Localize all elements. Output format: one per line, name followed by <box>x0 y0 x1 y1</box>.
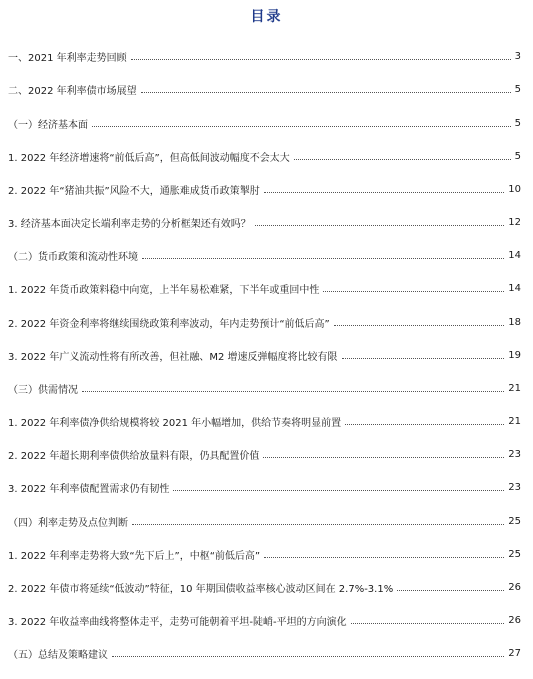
toc-leader-dots <box>397 589 504 591</box>
toc-page-number: 23 <box>508 448 521 460</box>
toc-page-number: 23 <box>508 481 521 493</box>
toc-entry-text: 2. 2022 年“猪油共振”风险不大，通胀难成货币政策掣肘 <box>8 185 260 197</box>
toc-entry-18[interactable] <box>8 611 521 629</box>
toc-entry-19[interactable] <box>8 644 521 662</box>
toc-leader-dots <box>173 489 504 491</box>
toc-leader-dots <box>141 91 511 93</box>
toc-entry-text: 1. 2022 年货币政策料稳中向宽，上半年易松难紧，下半年或重回中性 <box>8 284 320 296</box>
toc-entry-2[interactable] <box>8 80 521 98</box>
toc-entry-6[interactable] <box>8 213 521 231</box>
toc-entry-1[interactable] <box>8 47 521 65</box>
toc-leader-dots <box>294 158 511 160</box>
toc-page-number: 21 <box>508 382 521 394</box>
toc-entry-text: 3. 2022 年收益率曲线将整体走平，走势可能朝着平坦-陡峭-平坦的方向演化 <box>8 616 347 628</box>
toc-entry-text: 3. 2022 年广义流动性将有所改善，但社融、M2 增速反弹幅度将比较有限 <box>8 351 338 363</box>
toc-page-number: 5 <box>514 150 521 162</box>
toc-page-number: 26 <box>508 614 521 626</box>
toc-entry-7[interactable] <box>8 246 521 264</box>
toc-page-number: 26 <box>508 581 521 593</box>
toc-entry-text: 1. 2022 年利率债净供给规模将较 2021 年小幅增加，供给节奏将明显前置 <box>8 417 342 429</box>
toc-entry-17[interactable] <box>8 578 521 596</box>
toc-leader-dots <box>351 622 505 624</box>
toc-leader-dots <box>92 125 511 127</box>
toc-leader-dots <box>255 224 505 226</box>
toc-page-number: 14 <box>508 282 521 294</box>
toc-entry-14[interactable] <box>8 478 521 496</box>
toc-entry-text: 3. 2022 年利率债配置需求仍有韧性 <box>8 483 170 495</box>
toc-page-number: 3 <box>514 50 521 62</box>
toc-leader-dots <box>323 290 504 292</box>
toc-page-number: 12 <box>508 216 521 228</box>
toc-page-number: 18 <box>508 316 521 328</box>
toc-leader-dots <box>342 357 505 359</box>
toc-page-number: 21 <box>508 415 521 427</box>
toc-entry-text: （四）利率走势及点位判断 <box>8 517 128 529</box>
toc-leader-dots <box>131 58 511 60</box>
toc-entry-3[interactable] <box>8 114 521 132</box>
toc-leader-dots <box>132 523 504 525</box>
toc-entry-4[interactable] <box>8 147 521 165</box>
toc-page-number: 25 <box>508 515 521 527</box>
toc-entry-11[interactable] <box>8 379 521 397</box>
toc-leader-dots <box>334 324 505 326</box>
toc-page-number: 25 <box>508 548 521 560</box>
toc-page-number: 5 <box>514 117 521 129</box>
toc-entry-12[interactable] <box>8 412 521 430</box>
toc-entry-16[interactable] <box>8 545 521 563</box>
toc-page-number: 19 <box>508 349 521 361</box>
toc-leader-dots <box>142 257 504 259</box>
toc-entry-9[interactable] <box>8 313 521 331</box>
toc-title: 目录 <box>250 9 283 25</box>
toc-entry-text: 1. 2022 年经济增速将“前低后高”，但高低间波动幅度不会太大 <box>8 152 290 164</box>
toc-page-number: 14 <box>508 249 521 261</box>
toc-leader-dots <box>264 191 505 193</box>
toc-entry-text: 1. 2022 年利率走势将大致“先下后上”，中枢“前低后高” <box>8 550 261 562</box>
toc-entry-text: 二、2022 年利率债市场展望 <box>8 85 137 97</box>
toc-leader-dots <box>345 423 504 425</box>
toc-entry-8[interactable] <box>8 279 521 297</box>
toc-entry-15[interactable] <box>8 512 521 530</box>
toc-entry-text: 2. 2022 年资金利率将继续围绕政策利率波动，年内走势预计“前低后高” <box>8 318 330 330</box>
toc-entry-5[interactable] <box>8 180 521 198</box>
toc-entry-text: （一）经济基本面 <box>8 119 88 131</box>
toc-entry-text: 2. 2022 年超长期利率债供给放量料有限，仍具配置价值 <box>8 450 260 462</box>
toc-page-number: 5 <box>514 83 521 95</box>
toc-entry-13[interactable] <box>8 445 521 463</box>
toc-entry-10[interactable] <box>8 346 521 364</box>
toc-leader-dots <box>112 655 504 657</box>
toc-entry-text: 3. 经济基本面决定长端利率走势的分析框架还有效吗？ <box>8 218 251 230</box>
toc-entry-text: 一、2021 年利率走势回顾 <box>8 52 127 64</box>
toc-page-number: 10 <box>508 183 521 195</box>
toc-entry-text: 2. 2022 年债市将延续“低波动”特征，10 年期国债收益率核心波动区间在 2.7%-3.1% <box>8 583 394 595</box>
toc-leader-dots <box>263 456 504 458</box>
toc-leader-dots <box>82 390 504 392</box>
toc-entry-text: （二）货币政策和流动性环境 <box>8 251 138 263</box>
toc-page-number: 27 <box>508 647 521 659</box>
toc-entry-text: （三）供需情况 <box>8 384 78 396</box>
toc-entry-text: （五）总结及策略建议 <box>8 649 108 661</box>
toc-leader-dots <box>264 556 504 558</box>
